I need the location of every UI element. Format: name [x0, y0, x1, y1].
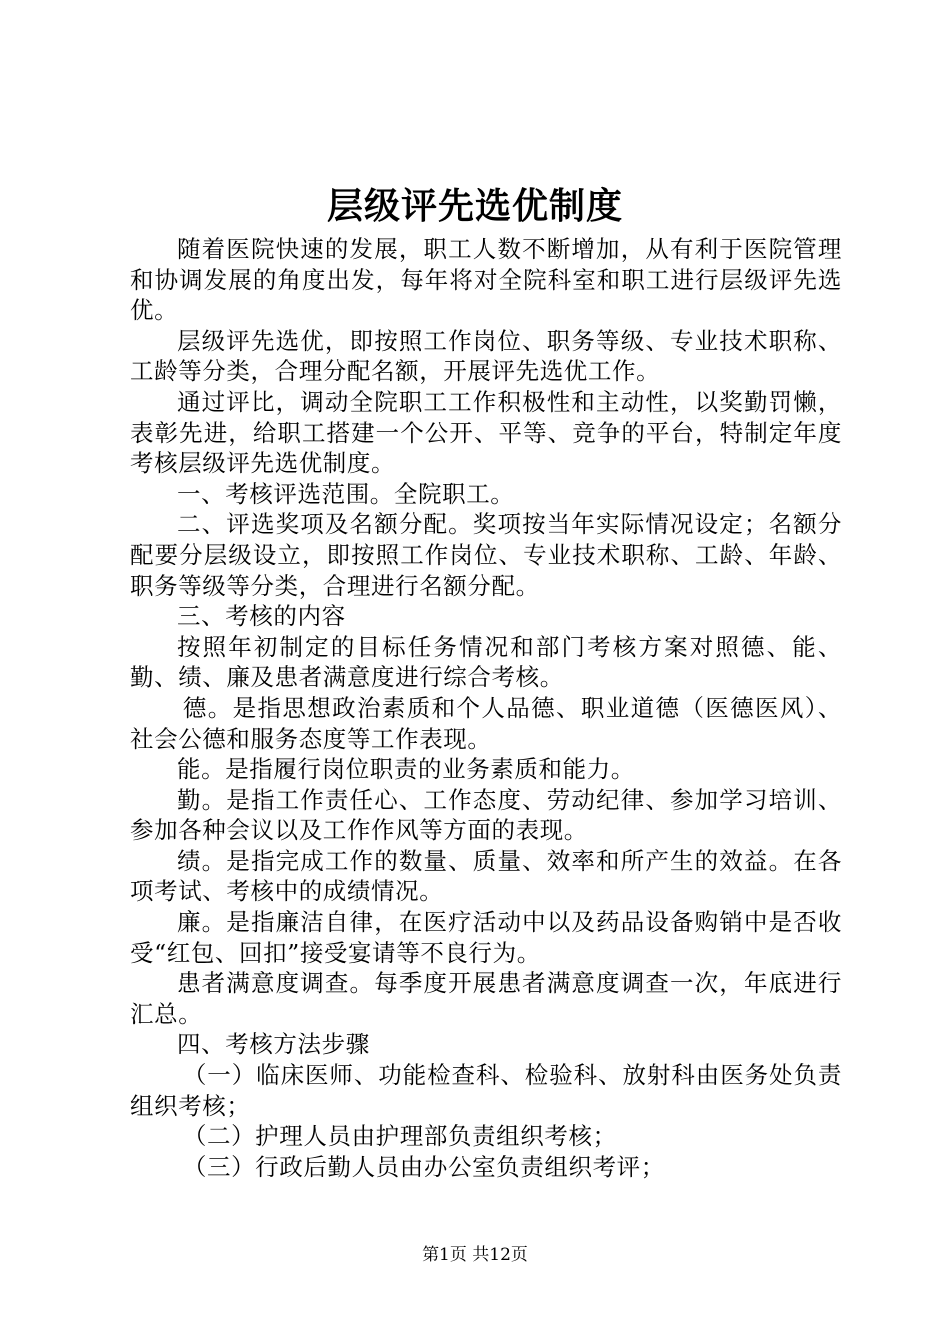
paragraph-neng: 能。是指履行岗位职责的业务素质和能力。: [177, 755, 635, 784]
paragraph-definition: 层级评先选优，即按照工作岗位、职务等级、专业技术职称、工龄等分类，合理分配名额，开展评先选优工作。: [130, 326, 842, 386]
paragraph-qin: 勤。是指工作责任心、工作态度、劳动纪律、参加学习培训、参加各种会议以及工作作风等方面的表现。: [130, 785, 842, 845]
paragraph-ji: 绩。是指完成工作的数量、质量、效率和所产生的效益。在各项考试、考核中的成绩情况。: [130, 846, 842, 906]
section-4-heading: 四、考核方法步骤: [177, 1030, 370, 1059]
paragraph-lian: 廉。是指廉洁自律，在医疗活动中以及药品设备购销中是否收受“红包、回扣”接受宴请等不良行为。: [130, 908, 842, 967]
page-footer: 第1页 共12页: [422, 1245, 528, 1265]
paragraph-step-1: （一）临床医师、功能检查科、检验科、放射科由医务处负责组织考核；: [130, 1061, 842, 1120]
document-body: [130, 234, 842, 1182]
paragraph-step-2: （二）护理人员由护理部负责组织考核；: [182, 1122, 617, 1151]
paragraph-de: 德。是指思想政治素质和个人品德、职业道德（医德医风）、社会公德和服务态度等工作表现。: [130, 693, 842, 753]
paragraph-satisfaction: 患者满意度调查。每季度开展患者满意度调查一次，年底进行汇总。: [130, 969, 842, 1028]
paragraph-assessment-basis: 按照年初制定的目标任务情况和部门考核方案对照德、能、勤、绩、廉及患者满意度进行综合考核。: [130, 632, 842, 692]
section-2-awards: 二、评选奖项及名额分配。奖项按当年实际情况设定；名额分配要分层级设立，即按照工作岗位、专业技术职称、工龄、年龄、职务等级等分类，合理进行名额分配。: [130, 510, 842, 600]
section-1-scope: 一、考核评选范围。全院职工。: [177, 479, 515, 508]
document-title: 层级评先选优制度: [326, 185, 623, 227]
section-3-heading: 三、考核的内容: [177, 602, 346, 631]
paragraph-purpose: 通过评比，调动全院职工工作积极性和主动性，以奖勤罚懒，表彰先进，给职工搭建一个公开、平等、竞争的平台，特制定年度考核层级评先选优制度。: [130, 387, 842, 478]
paragraph-step-3: （三）行政后勤人员由办公室负责组织考评；: [182, 1152, 665, 1181]
paragraph-intro: 随着医院快速的发展，职工人数不断增加，从有利于医院管理和协调发展的角度出发，每年将对全院科室和职工进行层级评先选优。: [130, 235, 842, 325]
